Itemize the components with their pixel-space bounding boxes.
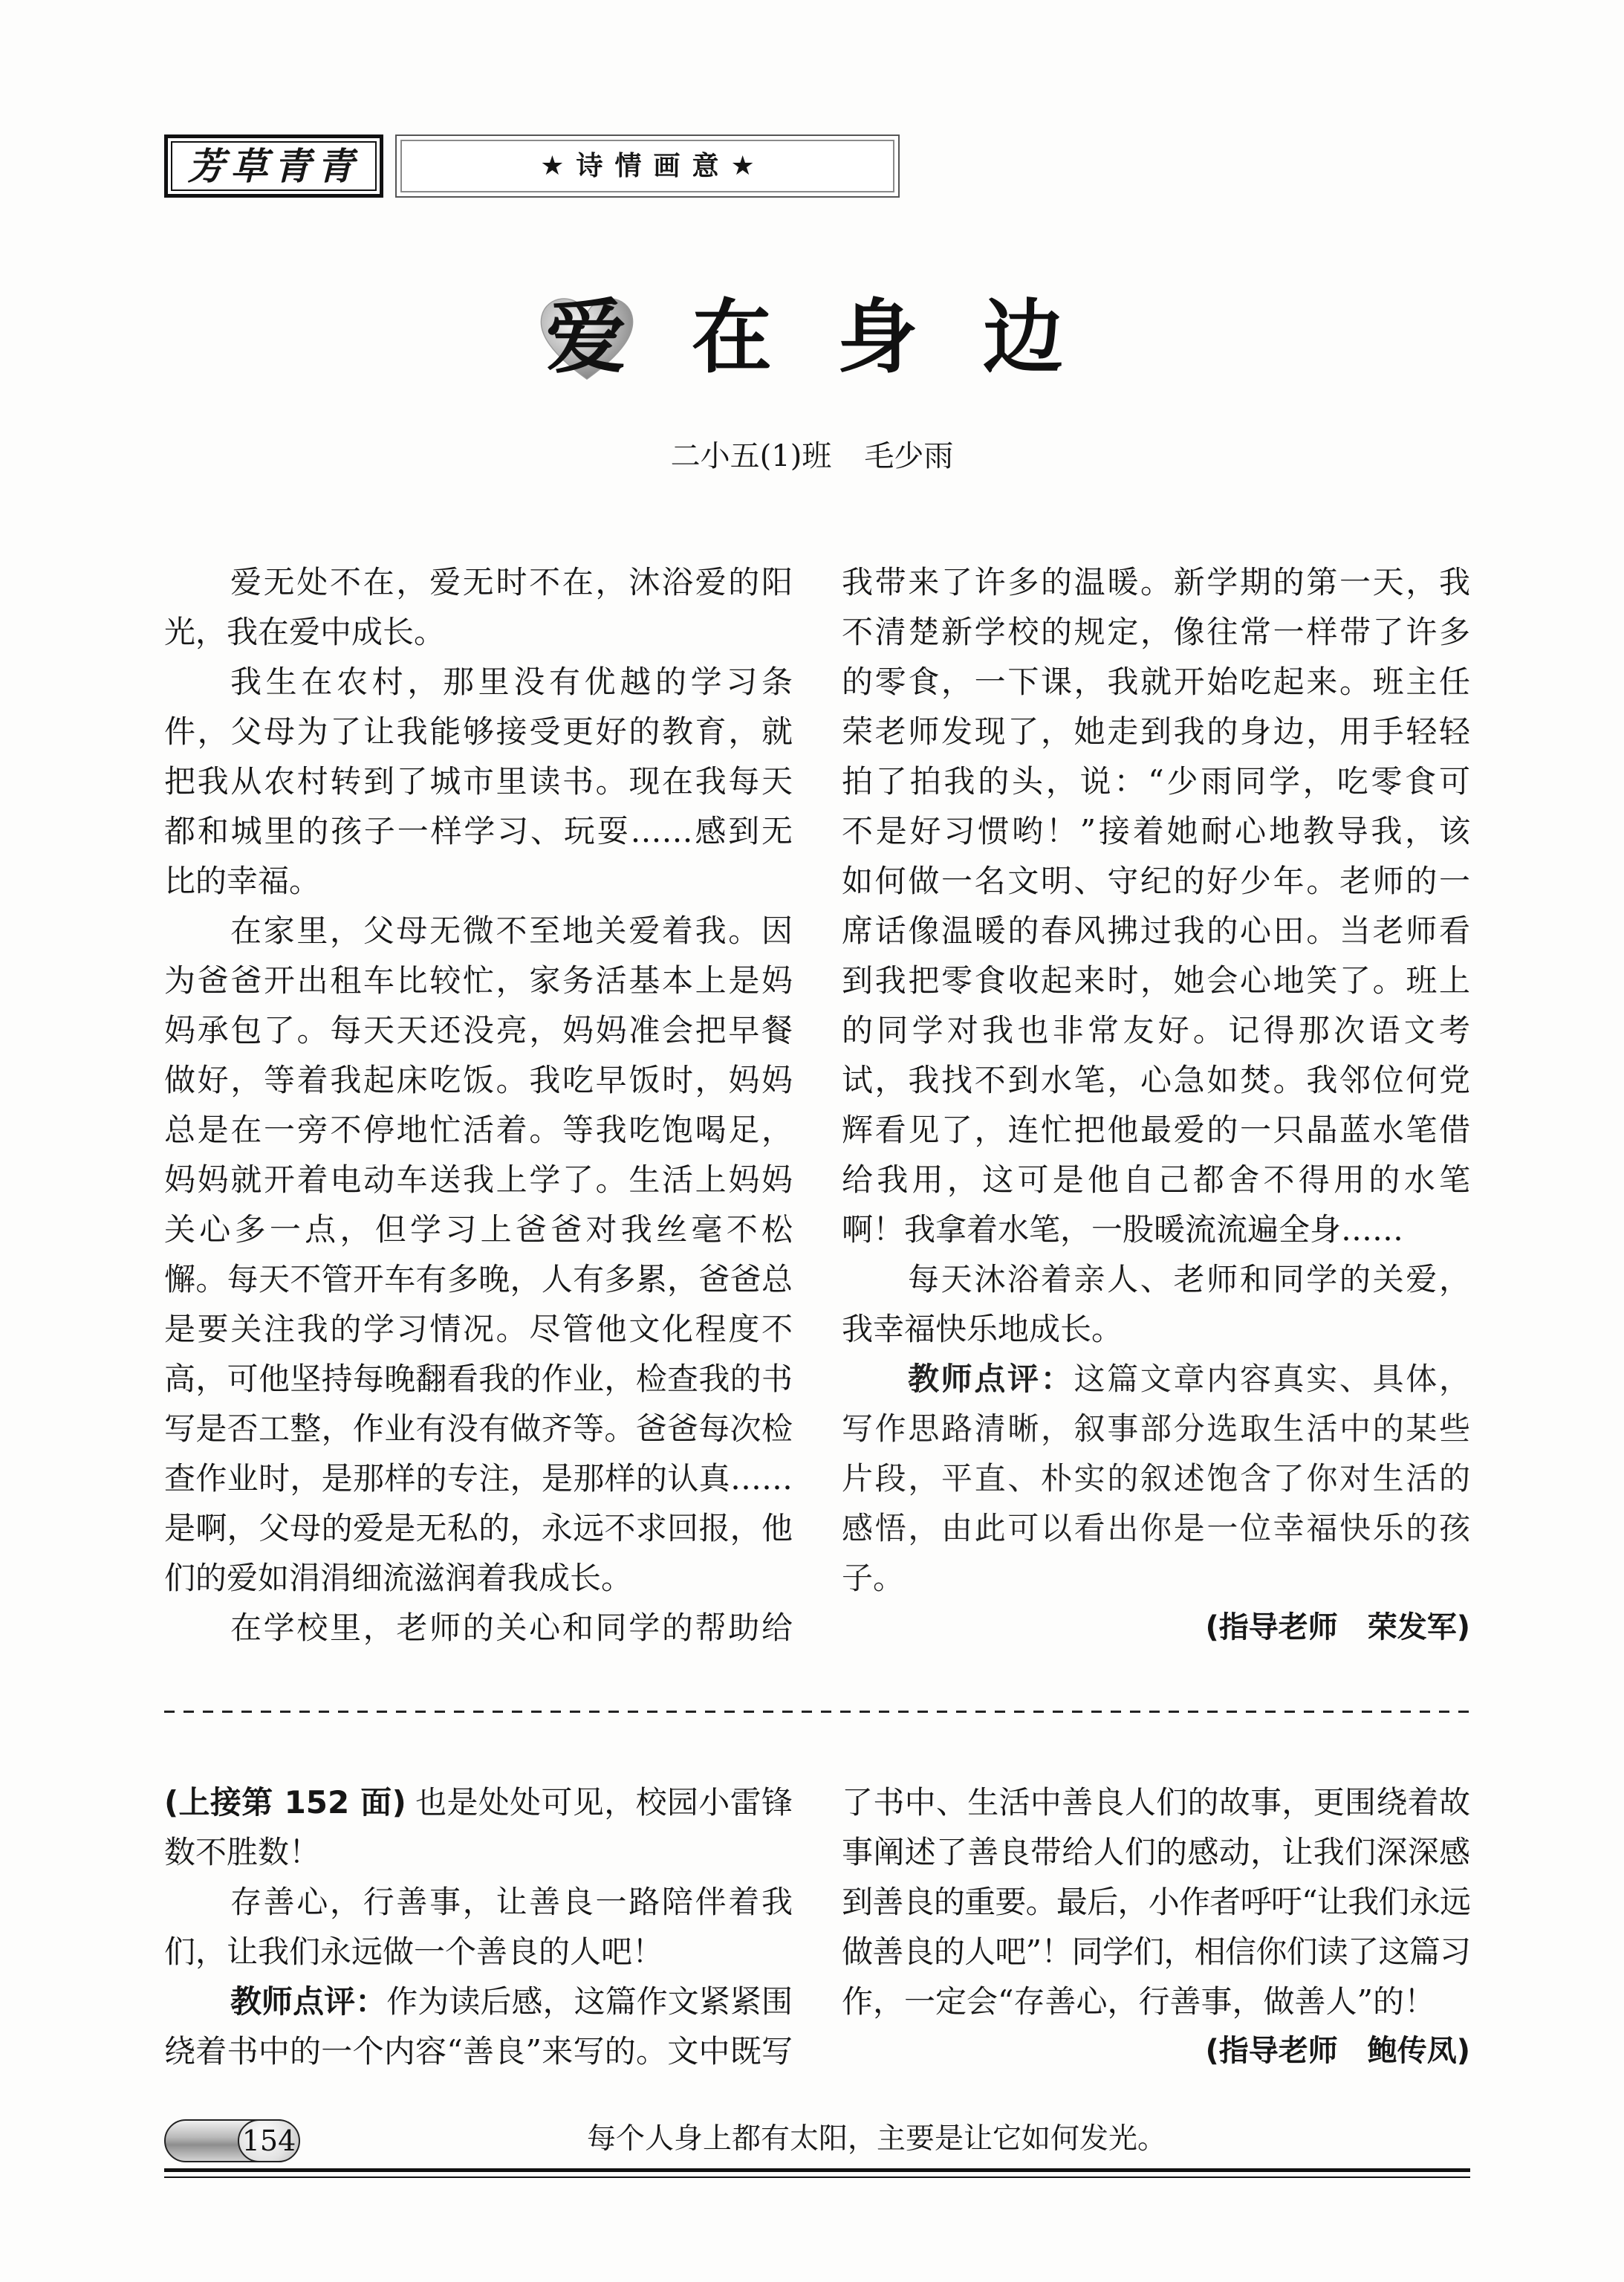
article-body-line: 我生在农村，那里没有优越的学习条 — [230, 664, 793, 700]
article-body-line: 都和城里的孩子一样学习、玩耍……感到无 — [164, 813, 793, 849]
article-body-line: 光，我在爱中成长。 — [164, 614, 446, 650]
teacher-comment-line: 子。 — [842, 1560, 905, 1596]
continuation-advisor-credit: (指导老师 鲍传凤) — [1205, 2034, 1470, 2068]
article-body-line: 在家里，父母无微不至地关爱着我。因 — [230, 913, 793, 949]
teacher-comment-line — [842, 1354, 1470, 1404]
section-tag-box — [164, 134, 383, 198]
article-body-line: 的零食，一下课，我就开始吃起来。班主任 — [842, 664, 1470, 700]
article-body-line: 为爸爸开出租车比较忙，家务活基本上是妈 — [164, 962, 793, 999]
article-body-line: 妈承包了。每天天还没亮，妈妈准会把早餐 — [164, 1012, 793, 1048]
article-body-line: 做好，等着我起床吃饭。我吃早饭时，妈妈 — [164, 1062, 793, 1098]
continuation-right-column — [842, 1777, 1470, 2076]
article-body-line: 每天沐浴着亲人、老师和同学的关爱， — [908, 1261, 1470, 1297]
article-body-line: 写是否工整，作业有没有做齐等。爸爸每次检 — [164, 1410, 793, 1447]
article-body-line: 件，父母为了让我能够接受更好的教育，就 — [164, 713, 793, 750]
article-body-line: 不清楚新学校的规定，像往常一样带了许多 — [842, 614, 1470, 650]
advisor-credit: (指导老师 荣发军) — [1205, 1610, 1470, 1644]
teacher-comment-text: 这篇文章内容真实、具体， — [1074, 1361, 1470, 1397]
article-body-line: 如何做一名文明、守纪的好少年。老师的一 — [842, 863, 1470, 899]
article-right-column — [842, 557, 1470, 1653]
continuation-comment-text: 作为读后感，这篇作文紧紧围 — [386, 1983, 793, 2020]
continuation-comment-line: 做善良的人吧”！同学们，相信你们读了这篇习 — [842, 1933, 1470, 1970]
article-body-line: 关心多一点，但学习上爸爸对我丝毫不松 — [164, 1211, 793, 1248]
article-body-line: 到我把零食收起来时，她会心地笑了。班上 — [842, 962, 1470, 999]
page-number: 154 — [238, 2119, 300, 2162]
article-body-line: 不是好习惯哟！”接着她耐心地教导我，该 — [842, 813, 1470, 849]
continued-from-label: (上接第 152 面) — [164, 1784, 406, 1821]
article-body-line: 是啊，父母的爱是无私的，永远不求回报，他 — [164, 1510, 793, 1546]
continuation-comment-line: 事阐述了善良带给人们的感动，让我们深深感 — [842, 1834, 1470, 1870]
byline-author: 毛少雨 — [864, 439, 954, 473]
continuation-comment-line: 到善良的重要。最后，小作者呼吁“让我们永远 — [842, 1884, 1470, 1920]
article-body-line: 我带来了许多的温暖。新学期的第一天，我 — [842, 564, 1470, 600]
article-body-line: 啊！我拿着水笔，一股暖流流遍全身…… — [842, 1211, 1404, 1248]
column-tag: ★诗情画意★ — [540, 150, 767, 181]
article-body-line: 是要关注我的学习情况。尽管他文化程度不 — [164, 1311, 793, 1347]
continuation-body-line: 存善心，行善事，让善良一路陪伴着我 — [230, 1884, 793, 1920]
column-tag-box — [395, 134, 900, 198]
teacher-comment-line: 感悟，由此可以看出你是一位幸福快乐的孩 — [842, 1510, 1470, 1546]
dashed-separator — [164, 1711, 1470, 1713]
article-body-line: 比的幸福。 — [164, 863, 321, 899]
continuation-comment-line: 了书中、生活中善良人们的故事，更围绕着故 — [842, 1784, 1470, 1821]
article-body-line: 试，我找不到水笔，心急如焚。我邻位何党 — [842, 1062, 1470, 1098]
teacher-comment-label: 教师点评： — [908, 1361, 1074, 1397]
continuation-comment-label: 教师点评： — [230, 1983, 387, 2020]
continuation-body-line: 们，让我们永远做一个善良的人吧！ — [164, 1933, 664, 1970]
article-body-line: 爱无处不在，爱无时不在，沐浴爱的阳 — [230, 564, 793, 600]
article-body-line: 查作业时，是那样的专注，是那样的认真…… — [164, 1460, 793, 1497]
continuation-body-line: 数不胜数！ — [164, 1834, 321, 1870]
article-body-line: 我幸福快乐地成长。 — [842, 1311, 1123, 1347]
article-body-line: 的同学对我也非常友好。记得那次语文考 — [842, 1012, 1470, 1048]
article-body-line: 妈妈就开着电动车送我上学了。生活上妈妈 — [164, 1161, 793, 1198]
article-left-column — [164, 557, 793, 1653]
article-body-line: 席话像温暖的春风拂过我的心田。当老师看 — [842, 913, 1470, 949]
article-body-line: 在学校里，老师的关心和同学的帮助给 — [230, 1610, 793, 1646]
article-body-line: 给我用，这可是他自己都舍不得用的水笔 — [842, 1161, 1470, 1198]
article-body-line: 总是在一旁不停地忙活着。等我吃饱喝足， — [164, 1112, 793, 1148]
continuation-text: 也是处处可见，校园小雷锋 — [415, 1784, 793, 1821]
continuation-comment-line: 绕着书中的一个内容“善良”来写的。文中既写 — [164, 2033, 793, 2069]
article-body-line: 懈。每天不管开车有多晚，人有多累，爸爸总 — [164, 1261, 793, 1297]
section-tag: 芳草青青 — [187, 143, 360, 188]
article-body-line: 把我从农村转到了城市里读书。现在我每天 — [164, 763, 793, 800]
section-tag-inner-frame — [171, 141, 377, 191]
continuation-comment-line: 作，一定会“存善心，行善事，做善人”的！ — [842, 1983, 1435, 2020]
teacher-comment-line: 片段，平直、朴实的叙述饱含了你对生活的 — [842, 1460, 1470, 1497]
article-body-line: 拍了拍我的头，说：“少雨同学，吃零食可 — [842, 763, 1470, 800]
column-tag-inner-frame — [400, 140, 894, 192]
article-body-line: 高，可他坚持每晚翻看我的作业，检查我的书 — [164, 1361, 793, 1397]
footer-rule-thin — [164, 2176, 1470, 2178]
continuation-comment-line — [164, 1977, 793, 2026]
article-body-line: 辉看见了，连忙把他最爱的一只晶蓝水笔借 — [842, 1112, 1470, 1148]
continuation-left-column — [164, 1777, 793, 2076]
teacher-comment-line: 写作思路清晰，叙事部分选取生活中的某些 — [842, 1410, 1470, 1447]
article-title: 爱在身边 — [546, 291, 1129, 384]
byline — [0, 438, 1624, 475]
continuation-body-line — [164, 1777, 793, 1827]
article-body-line: 们的爱如涓涓细流滋润着我成长。 — [164, 1560, 633, 1596]
footer-rule-thick — [164, 2168, 1470, 2172]
byline-class: 二小五(1)班 — [670, 439, 832, 473]
footer-motto: 每个人身上都有太阳，主要是让它如何发光。 — [586, 2122, 1166, 2156]
article-body-line: 荣老师发现了，她走到我的身边，用手轻轻 — [842, 713, 1470, 750]
